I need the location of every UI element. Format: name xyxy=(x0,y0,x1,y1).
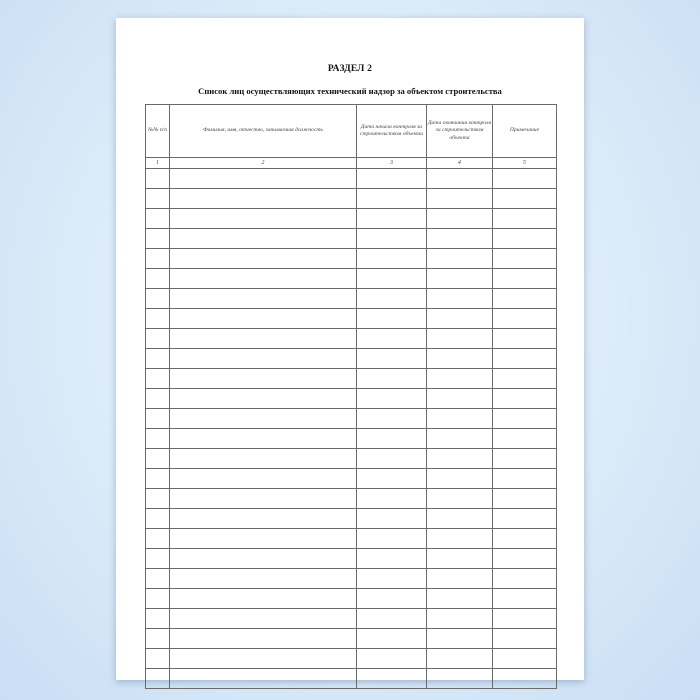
supervision-table xyxy=(145,104,557,689)
table-cell xyxy=(357,529,427,549)
table-cell xyxy=(357,309,427,329)
table-cell xyxy=(427,369,493,389)
table-cell xyxy=(427,649,493,669)
table-cell xyxy=(427,549,493,569)
table-row xyxy=(146,609,557,629)
table-cell xyxy=(493,529,557,549)
table-cell xyxy=(427,329,493,349)
table-cell xyxy=(357,669,427,689)
table-cell xyxy=(427,529,493,549)
table-row xyxy=(146,269,557,289)
table-cell xyxy=(170,349,357,369)
table-cell xyxy=(493,609,557,629)
table-row xyxy=(146,409,557,429)
table-cell xyxy=(170,609,357,629)
table-cell xyxy=(493,349,557,369)
table-cell xyxy=(427,189,493,209)
table-cell xyxy=(357,429,427,449)
table-cell xyxy=(170,529,357,549)
table-cell xyxy=(170,329,357,349)
table-cell xyxy=(170,249,357,269)
header-cell-full-name: Фамилия, имя, отчество, занимаемая должность xyxy=(170,105,357,158)
table-cell xyxy=(427,249,493,269)
table-cell xyxy=(170,669,357,689)
table-cell xyxy=(357,649,427,669)
header-cell-start-date: Дата начала контроля за строительством объекта xyxy=(357,105,427,158)
document-subtitle: Список лиц осуществляющих технический надзор за объектом строительства xyxy=(198,86,502,96)
table-cell xyxy=(357,209,427,229)
table-cell xyxy=(493,629,557,649)
table-row xyxy=(146,569,557,589)
table-cell xyxy=(357,369,427,389)
table-cell xyxy=(170,449,357,469)
column-number-cell: 4 xyxy=(427,158,493,169)
table-cell xyxy=(493,569,557,589)
header-cell-notes: Примечание xyxy=(493,105,557,158)
table-cell xyxy=(357,289,427,309)
table-cell xyxy=(170,229,357,249)
table-cell xyxy=(146,589,170,609)
table-cell xyxy=(146,189,170,209)
table-cell xyxy=(170,289,357,309)
table-row xyxy=(146,369,557,389)
table-cell xyxy=(170,569,357,589)
table-row xyxy=(146,589,557,609)
table-cell xyxy=(427,289,493,309)
table-cell xyxy=(170,629,357,649)
table-cell xyxy=(146,269,170,289)
table-row xyxy=(146,329,557,349)
table-cell xyxy=(170,469,357,489)
table-cell xyxy=(146,669,170,689)
table-cell xyxy=(493,489,557,509)
table-cell xyxy=(493,329,557,349)
table-cell xyxy=(493,589,557,609)
table-cell xyxy=(357,389,427,409)
table-cell xyxy=(493,649,557,669)
table-cell xyxy=(146,409,170,429)
table-cell xyxy=(170,489,357,509)
table-cell xyxy=(493,449,557,469)
table-cell xyxy=(427,409,493,429)
table-cell xyxy=(357,249,427,269)
table-cell xyxy=(357,329,427,349)
table-cell xyxy=(427,449,493,469)
table-cell xyxy=(146,169,170,189)
table-cell xyxy=(170,389,357,409)
table-row xyxy=(146,289,557,309)
table-cell xyxy=(357,169,427,189)
table-cell xyxy=(357,609,427,629)
table-cell xyxy=(427,629,493,649)
table-cell xyxy=(357,409,427,429)
table-row xyxy=(146,309,557,329)
table-row xyxy=(146,209,557,229)
table-cell xyxy=(357,489,427,509)
table-cell xyxy=(493,209,557,229)
table-row xyxy=(146,229,557,249)
table-cell xyxy=(170,369,357,389)
table-body xyxy=(146,158,557,689)
table-cell xyxy=(146,369,170,389)
table-cell xyxy=(493,509,557,529)
table-row xyxy=(146,189,557,209)
table-cell xyxy=(170,209,357,229)
column-number-cell: 3 xyxy=(357,158,427,169)
table-cell xyxy=(493,249,557,269)
table-row xyxy=(146,509,557,529)
table-cell xyxy=(146,469,170,489)
table-cell xyxy=(493,269,557,289)
table-cell xyxy=(357,549,427,569)
table-cell xyxy=(427,389,493,409)
table-cell xyxy=(357,629,427,649)
table-row xyxy=(146,649,557,669)
table-cell xyxy=(493,469,557,489)
table-cell xyxy=(493,309,557,329)
table-cell xyxy=(357,469,427,489)
table-cell xyxy=(493,169,557,189)
table-cell xyxy=(427,469,493,489)
table-row xyxy=(146,249,557,269)
table-cell xyxy=(493,549,557,569)
table-cell xyxy=(427,269,493,289)
table-row xyxy=(146,429,557,449)
table-row xyxy=(146,169,557,189)
table-cell xyxy=(427,229,493,249)
table-cell xyxy=(146,649,170,669)
table-cell xyxy=(146,609,170,629)
table-cell xyxy=(170,509,357,529)
section-title: РАЗДЕЛ 2 xyxy=(327,64,373,74)
table-cell xyxy=(427,509,493,529)
table-header-row xyxy=(146,105,557,158)
table-cell xyxy=(146,489,170,509)
table-cell xyxy=(427,309,493,329)
table-cell xyxy=(357,569,427,589)
table-cell xyxy=(427,489,493,509)
table-row xyxy=(146,669,557,689)
table-cell xyxy=(357,269,427,289)
table-cell xyxy=(170,549,357,569)
table-cell xyxy=(170,429,357,449)
table-cell xyxy=(170,409,357,429)
table-cell xyxy=(357,509,427,529)
table-cell xyxy=(493,389,557,409)
table-cell xyxy=(493,289,557,309)
table-cell xyxy=(146,249,170,269)
table-cell xyxy=(427,169,493,189)
table-cell xyxy=(427,429,493,449)
table-cell xyxy=(493,669,557,689)
column-number-row xyxy=(146,158,557,169)
table-row xyxy=(146,549,557,569)
table-row xyxy=(146,449,557,469)
table-cell xyxy=(357,449,427,469)
table-cell xyxy=(170,589,357,609)
table-cell xyxy=(493,409,557,429)
table-row xyxy=(146,529,557,549)
table-cell xyxy=(146,549,170,569)
table-cell xyxy=(357,349,427,369)
table-cell xyxy=(146,389,170,409)
table-cell xyxy=(493,229,557,249)
table-row xyxy=(146,349,557,369)
table-cell xyxy=(146,629,170,649)
column-number-cell: 1 xyxy=(146,158,170,169)
column-number-cell: 2 xyxy=(170,158,357,169)
table-cell xyxy=(146,349,170,369)
table-cell xyxy=(427,669,493,689)
table-cell xyxy=(170,309,357,329)
table-cell xyxy=(146,229,170,249)
table-cell xyxy=(170,169,357,189)
table-cell xyxy=(357,589,427,609)
table-cell xyxy=(357,189,427,209)
table-cell xyxy=(146,329,170,349)
header-cell-number: №№ п/п xyxy=(146,105,170,158)
table-cell xyxy=(427,209,493,229)
table-cell xyxy=(146,429,170,449)
table-cell xyxy=(427,349,493,369)
table-cell xyxy=(427,569,493,589)
table-cell xyxy=(427,589,493,609)
column-number-cell: 5 xyxy=(493,158,557,169)
table-cell xyxy=(146,569,170,589)
table-cell xyxy=(170,269,357,289)
table-cell xyxy=(493,369,557,389)
table-cell xyxy=(170,649,357,669)
table-row xyxy=(146,489,557,509)
table-cell xyxy=(146,309,170,329)
table-cell xyxy=(146,449,170,469)
table-cell xyxy=(146,289,170,309)
table-cell xyxy=(146,529,170,549)
table-cell xyxy=(493,189,557,209)
table-cell xyxy=(146,209,170,229)
table-cell xyxy=(146,509,170,529)
table-cell xyxy=(493,429,557,449)
table-cell xyxy=(170,189,357,209)
document-page xyxy=(116,18,584,680)
table-row xyxy=(146,629,557,649)
table-row xyxy=(146,389,557,409)
table-row xyxy=(146,469,557,489)
header-cell-end-date: Дата окончания контроля за строительством объекта xyxy=(427,105,493,158)
table-cell xyxy=(357,229,427,249)
table-cell xyxy=(427,609,493,629)
